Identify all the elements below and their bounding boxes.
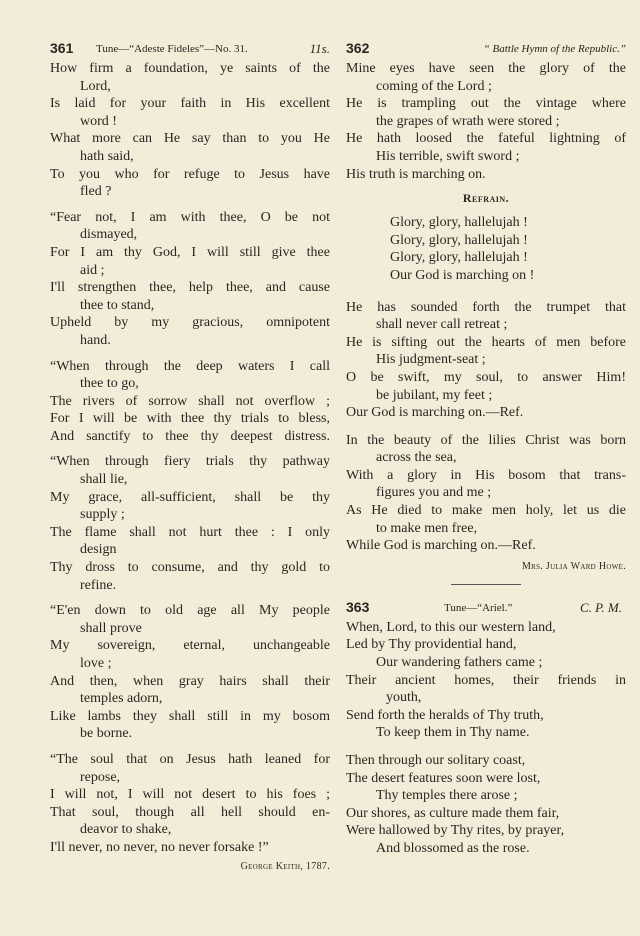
hymn-line: He is trampling out the vintage where	[346, 96, 626, 112]
hymn-361	[50, 38, 330, 872]
hymn-line: The rivers of sorrow shall not overflow ;	[50, 393, 330, 409]
hymn-line: I'll never, no never, no never forsake !”	[50, 839, 269, 855]
hymn-line: Led by Thy providential hand,	[346, 637, 517, 653]
verse	[50, 751, 330, 857]
hymn-362-header	[346, 38, 626, 60]
hymn-361-header	[50, 38, 330, 60]
hymn-line: Thy temples there arose ;	[376, 788, 518, 804]
hymn-line: shall lie,	[80, 472, 128, 488]
hymn-line: My grace, all-sufficient, shall be thy	[50, 489, 330, 505]
hymn-line: repose,	[80, 769, 121, 785]
hymn-line: With a glory in His bosom that trans-	[346, 467, 626, 483]
verse	[346, 619, 626, 742]
hymn-line: While God is marching on.—Ref.	[346, 538, 536, 554]
hymn-line: I will not, I will not desert to his foes ;	[50, 787, 330, 803]
hymn-line: He has sounded forth the trumpet that	[346, 299, 626, 315]
verse	[50, 453, 330, 594]
author-credit: Mrs. Julia Ward Howe.	[521, 560, 626, 572]
hymn-line: temples adorn,	[80, 691, 163, 707]
hymn-line: Send forth the heralds of Thy truth,	[346, 707, 544, 723]
hymn-line: When, Lord, to this our western land,	[346, 619, 556, 635]
hymn-line: be borne.	[80, 726, 133, 742]
verse	[346, 60, 626, 183]
hymn-line: hand.	[80, 332, 111, 348]
hymn-line: The flame shall not hurt thee : I only	[50, 524, 330, 540]
hymn-line: “When through the deep waters I call	[50, 358, 330, 374]
hymn-line: O be swift, my soul, to answer Him!	[346, 369, 626, 385]
hymn-line: My sovereign, eternal, unchangeable	[50, 638, 330, 654]
hymn-line: deavor to shake,	[80, 822, 172, 838]
hymn-line: Our shores, as culture made them fair,	[346, 805, 560, 821]
hymn-line: the grapes of wrath were stored ;	[376, 113, 560, 129]
hymn-363	[346, 597, 626, 858]
refrain-line: Glory, glory, hallelujah !	[390, 250, 528, 266]
verse	[50, 209, 330, 350]
hymn-line: His truth is marching on.	[346, 166, 486, 182]
hymn-line: coming of the Lord ;	[376, 78, 492, 94]
hymn-line: Were hallowed by Thy rites, by prayer,	[346, 823, 565, 839]
hymn-line: For I will be with thee thy trials to bless,	[50, 411, 330, 427]
hymn-line: His judgment-seat ;	[376, 352, 486, 368]
tune-name: Tune—“Ariel.”	[444, 601, 513, 614]
hymn-line: “The soul that on Jesus hath leaned for	[50, 751, 330, 767]
hymn-line: design	[80, 542, 117, 558]
hymn-line: For I am thy God, I will still give thee	[50, 244, 330, 260]
hymn-line: Our wandering fathers came ;	[376, 655, 543, 671]
hymn-line: To you who for refuge to Jesus have	[50, 166, 330, 182]
hymn-line: And then, when gray hairs shall their	[50, 673, 330, 689]
refrain-line: Our God is marching on !	[390, 267, 535, 283]
hymn-line: And sanctify to thee thy deepest distress.	[50, 428, 330, 444]
verse	[346, 432, 626, 555]
hymn-line: He is sifting out the hearts of men before	[346, 334, 626, 350]
hymn-line: across the sea,	[376, 450, 457, 466]
verse	[346, 299, 626, 422]
hymn-line: He hath loosed the fateful lightning of	[346, 131, 626, 147]
hymn-line: youth,	[386, 690, 422, 706]
hymn-number: 361	[50, 40, 74, 56]
hymn-line: “When through fiery trials thy pathway	[50, 454, 330, 470]
hymn-line: To keep them in Thy name.	[376, 725, 530, 741]
hymn-line: supply ;	[80, 507, 125, 523]
hymn-line: As He died to make men holy, let us die	[346, 503, 626, 519]
hymn-line: What more can He say than to you He	[50, 131, 330, 147]
hymn-line: Our God is marching on.—Ref.	[346, 405, 524, 421]
hymn-line: Upheld by my gracious, omnipotent	[50, 315, 330, 331]
hymn-line: That soul, though all hell should en-	[50, 804, 330, 820]
meter: 11s.	[309, 41, 330, 56]
hymn-362	[346, 38, 626, 866]
hymn-line: love ;	[80, 656, 112, 671]
hymn-line: aid ;	[80, 262, 105, 278]
hymn-line: word !	[80, 113, 117, 129]
hymn-line: shall never call retreat ;	[376, 317, 508, 333]
hymn-line: dismayed,	[80, 227, 138, 243]
hymn-line: hath said,	[80, 148, 134, 164]
hymn-line: Is laid for your faith in His excellent	[50, 96, 330, 112]
hymn-line: And blossomed as the rose.	[376, 840, 530, 856]
refrain-line: Glory, glory, hallelujah !	[390, 215, 528, 231]
author-credit: George Keith, 1787.	[240, 860, 330, 872]
refrain	[346, 214, 626, 284]
hymn-line: to make men free,	[376, 520, 478, 536]
tune-name: “ Battle Hymn of the Republic.”	[483, 43, 626, 55]
hymn-line: “E'en down to old age all My people	[50, 603, 330, 619]
hymn-line: Lord,	[80, 78, 111, 94]
hymn-line: Mine eyes have seen the glory of the	[346, 61, 626, 76]
hymn-line: fled ?	[80, 184, 112, 200]
hymn-line: figures you and me ;	[376, 485, 492, 501]
hymn-line: In the beauty of the lilies Christ was born	[346, 432, 626, 448]
hymn-line: Then through our solitary coast,	[346, 753, 526, 768]
hymn-363-header	[346, 597, 626, 619]
hymn-line: Like lambs they shall still in my bosom	[50, 708, 330, 724]
verse	[50, 60, 330, 201]
hymn-line: be jubilant, my feet ;	[376, 387, 493, 403]
meter: C. P. M.	[579, 599, 622, 615]
hymn-line: Their ancient homes, their friends in	[346, 672, 626, 688]
hymn-line: thee to stand,	[80, 297, 155, 313]
section-divider	[451, 584, 521, 585]
refrain-heading: Refrain.	[462, 191, 510, 206]
tune-name: Tune—“Adeste Fideles”—No. 31.	[96, 43, 248, 55]
hymn-line: Thy dross to consume, and thy gold to	[50, 560, 330, 576]
hymn-line: shall prove	[80, 620, 142, 636]
refrain-line: Glory, glory, hallelujah !	[390, 232, 528, 248]
hymn-line: The desert features soon were lost,	[346, 770, 541, 786]
hymn-line: “Fear not, I am with thee, O be not	[50, 209, 330, 225]
hymn-number: 362	[346, 40, 370, 56]
verse	[50, 358, 330, 446]
hymn-line: thee to go,	[80, 376, 139, 392]
hymn-line: I'll strengthen thee, help thee, and cause	[50, 280, 330, 296]
hymn-line: His terrible, swift sword ;	[376, 148, 520, 164]
verse	[346, 752, 626, 858]
hymn-number: 363	[346, 598, 370, 615]
verse	[50, 602, 330, 743]
hymn-line: How firm a foundation, ye saints of the	[50, 61, 330, 76]
hymn-line: refine.	[80, 577, 117, 593]
